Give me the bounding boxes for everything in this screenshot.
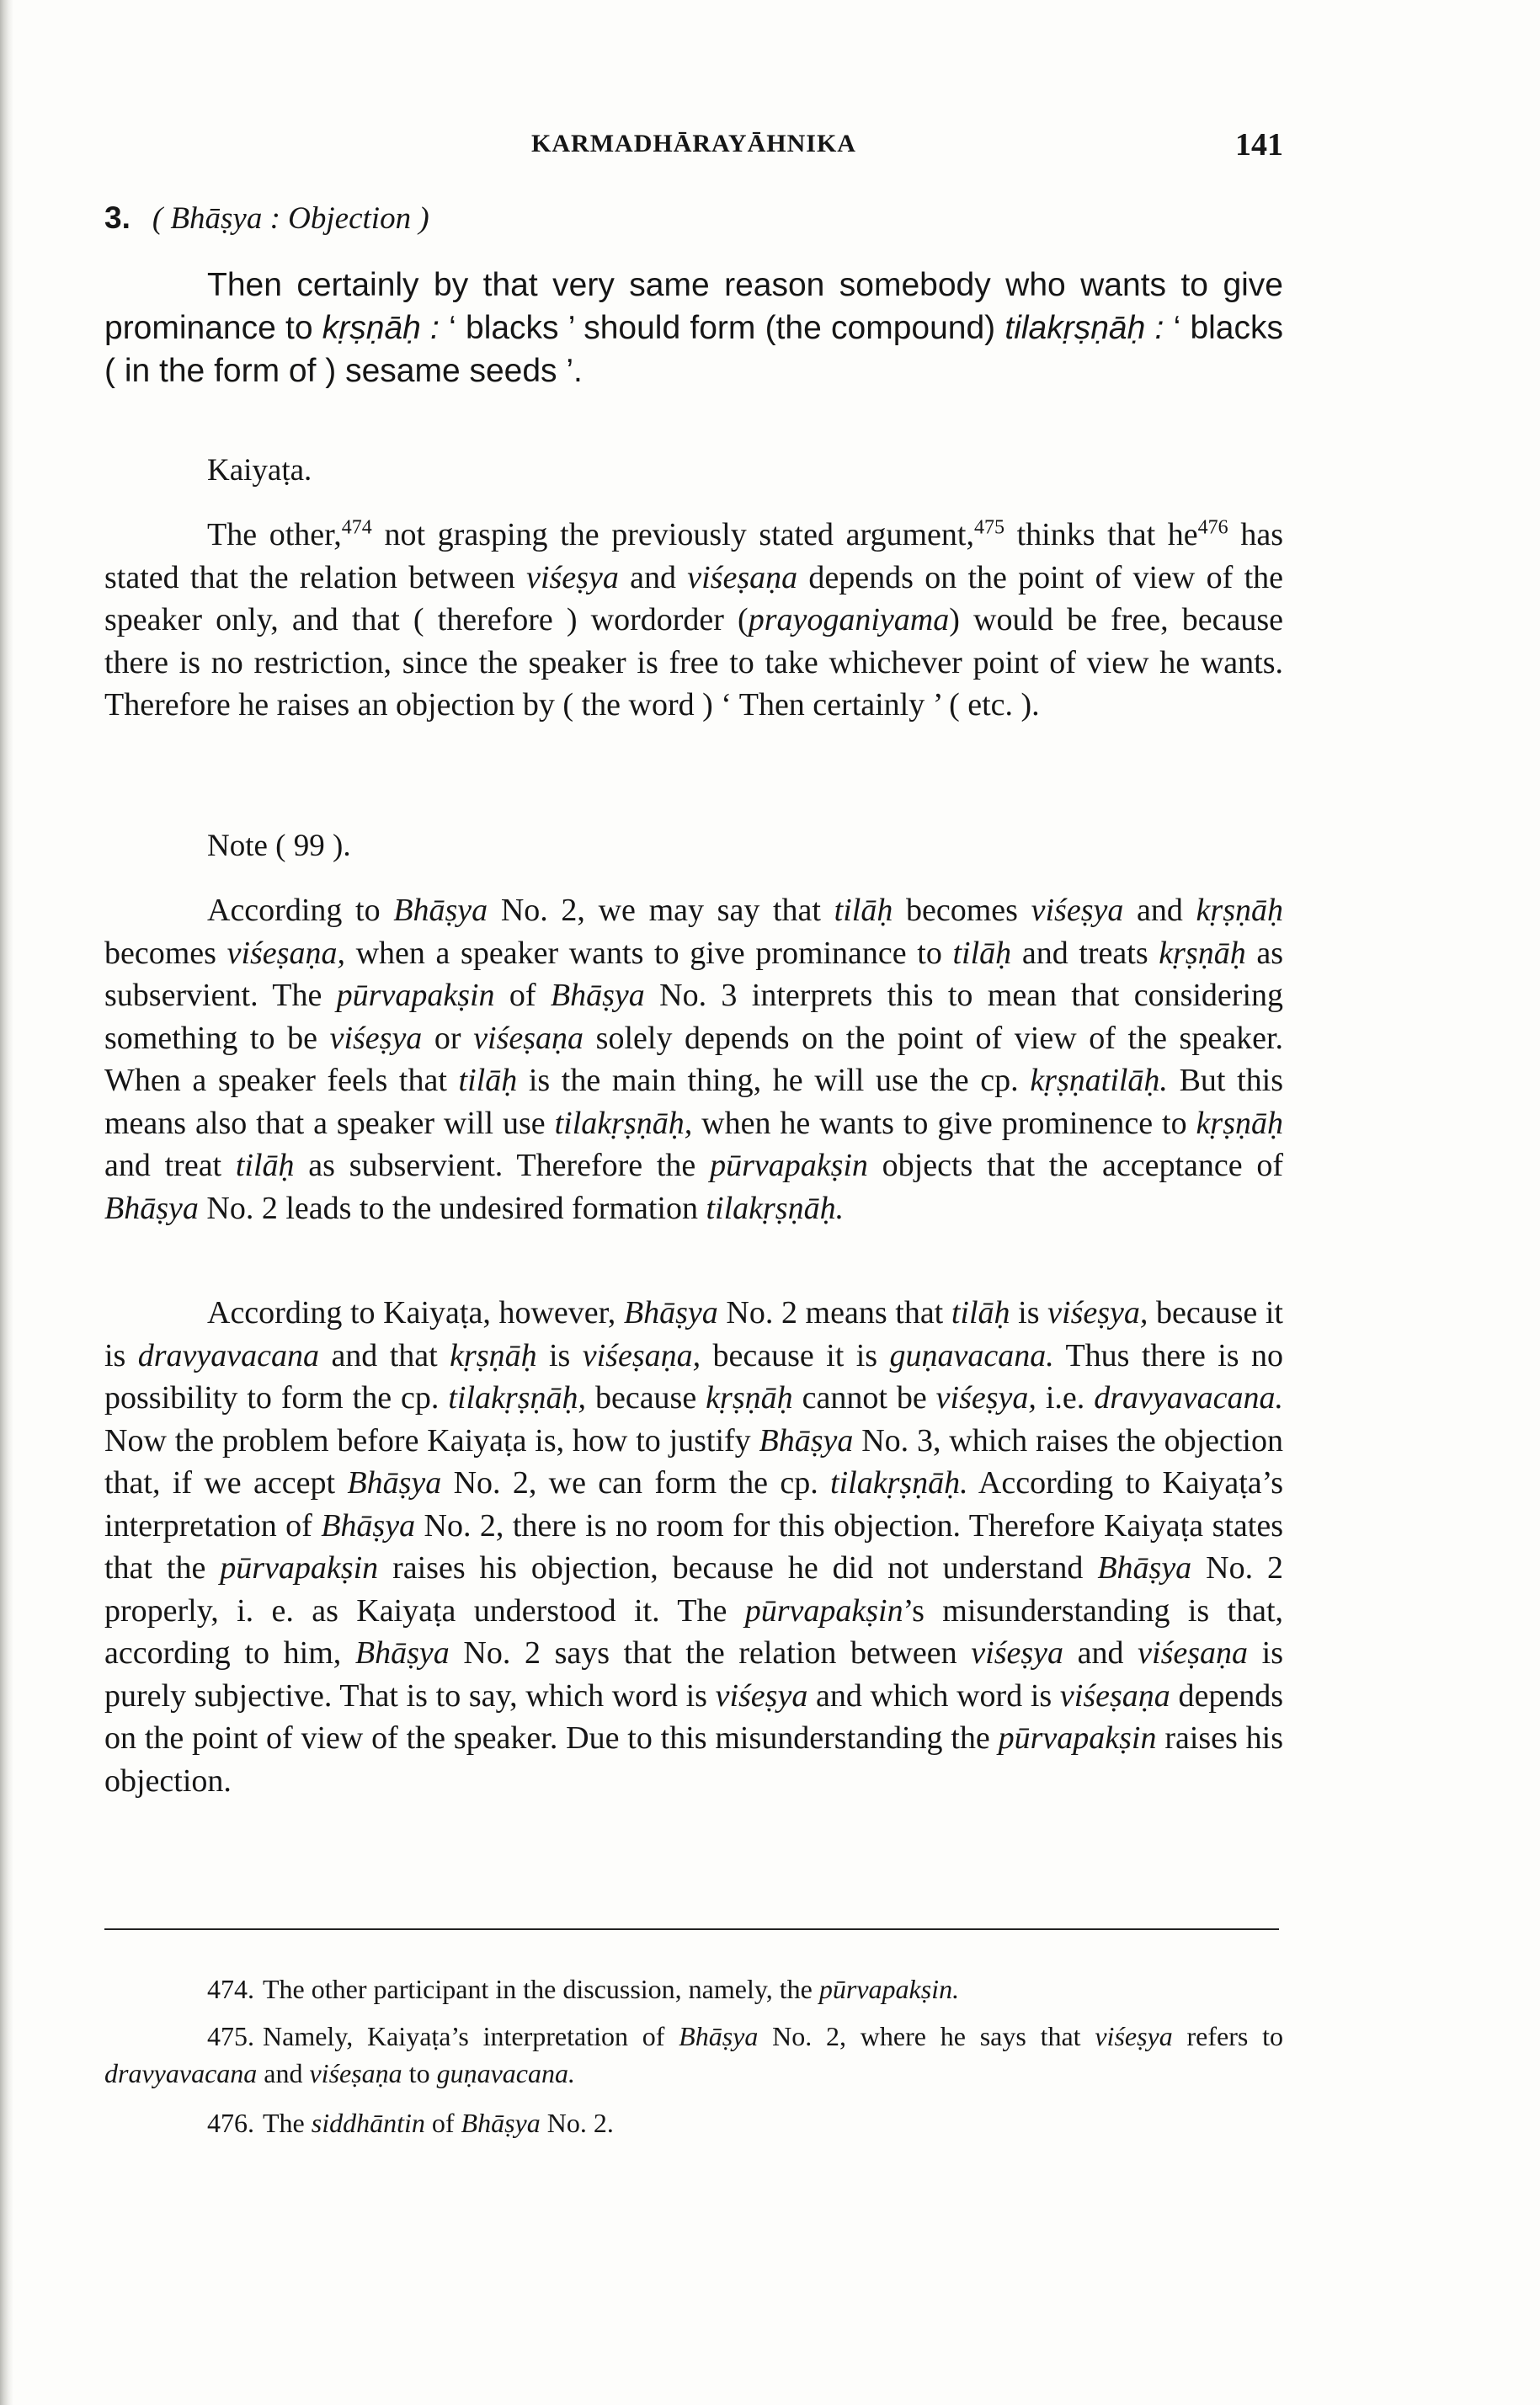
- footnote-474: [104, 1970, 1283, 2008]
- term: Bhāṣya: [354, 1635, 450, 1671]
- text-run: is: [1010, 1295, 1048, 1330]
- text-run: No. 2, we can form the cp.: [441, 1465, 831, 1501]
- term: tilakṛṣṇāḥ,: [554, 1105, 693, 1141]
- term: viśeṣya: [715, 1677, 808, 1714]
- bhasya-text-run: ‘ blacks ’ should form (the compound): [439, 310, 1005, 346]
- text-run: and treats: [1011, 935, 1159, 971]
- footnote-ref-474: 474: [341, 516, 372, 539]
- term: tilāḥ: [952, 935, 1012, 971]
- text-run: becomes: [893, 893, 1031, 928]
- footnote-ref-476: 476: [1197, 516, 1228, 539]
- text-run: when a speaker wants to give prominance to: [344, 935, 953, 971]
- text-run: ) would be free, because there is no restriction, since the speaker is free to take whichever point of view he wants. Therefore he raises an objection by ( the word ) ‘ Then certainly ’ ( etc. ).: [104, 602, 1283, 723]
- footnote-476: [104, 2104, 1283, 2141]
- text-run: The other,: [207, 517, 342, 552]
- footnote-number: 474.: [207, 1974, 254, 2004]
- term: dravyavacana.: [1094, 1380, 1283, 1416]
- kaiyata-heading: Kaiyaṭa.: [207, 453, 312, 488]
- page-number: 141: [1235, 127, 1283, 163]
- footnote-475: [104, 2018, 1283, 2092]
- term: viśeṣaṇa: [473, 1020, 584, 1056]
- footnote-text: [104, 2021, 1283, 2088]
- text-run: Now the problem before Kaiyaṭa is, how to justify: [104, 1422, 759, 1458]
- term: dravyavacana: [104, 2058, 258, 2088]
- text-run: cannot be: [792, 1380, 936, 1416]
- term: viśeṣya: [1031, 893, 1124, 928]
- term: tilāḥ: [951, 1295, 1010, 1330]
- term: tilāḥ: [235, 1148, 295, 1183]
- term: Bhāṣya: [104, 1190, 199, 1226]
- text-run: No. 2 means that: [717, 1295, 951, 1330]
- text-run: becomes: [104, 935, 227, 971]
- text-run: No. 2 says that the relation between: [449, 1635, 972, 1671]
- text-run: No. 2 properly, i. e. as Kaiyaṭa understood it. The: [104, 1550, 1283, 1629]
- term: viśeṣya: [526, 559, 619, 595]
- text-run: No. 3 interprets this to mean that considering something to be: [104, 978, 1284, 1056]
- text-run: No. 2.: [540, 2108, 614, 2138]
- note-paragraph-2: [104, 1292, 1283, 1802]
- text-run: solely depends on the point of view of the speaker. When a speaker feels that: [104, 1020, 1283, 1098]
- bhasya-term: tilakṛṣṇāḥ :: [1004, 310, 1164, 346]
- running-head: [104, 126, 1283, 168]
- text-run: According to: [207, 893, 394, 928]
- term: pūrvapakṣin.: [818, 1974, 960, 2004]
- term: viśeṣya,: [935, 1380, 1036, 1416]
- text-run: No. 2, we may say that: [488, 893, 834, 928]
- text-run: as subservient. Therefore the: [294, 1148, 711, 1183]
- text-run: No. 2, where he says that: [758, 2021, 1095, 2051]
- term: siddhāntin: [311, 2108, 425, 2138]
- text-run: refers to: [1172, 2021, 1284, 2051]
- text-run: Namely, Kaiyaṭa’s interpretation of: [263, 2021, 679, 2051]
- text-run: is the main thing, he will use the cp.: [517, 1063, 1031, 1098]
- term: dravyavacana: [137, 1337, 320, 1373]
- footnote-divider: [104, 1928, 1279, 1930]
- term: Bhāṣya: [679, 2021, 759, 2051]
- text-run: But this means also that a speaker will use: [104, 1063, 1284, 1141]
- text-run: of: [424, 2108, 461, 2138]
- text-run: to: [402, 2058, 437, 2088]
- term: Bhāṣya: [759, 1422, 854, 1458]
- text-run: because: [586, 1380, 706, 1416]
- note-paragraph-1: [104, 889, 1283, 1229]
- text-run: No. 2, there is no room for this objection. Therefore Kaiyaṭa states that the: [104, 1507, 1283, 1586]
- term: Bhāṣya: [393, 893, 488, 928]
- text-run: raises his objection.: [104, 1720, 1284, 1799]
- bhasya-term: kṛṣṇāḥ :: [322, 310, 440, 346]
- footnote-text: [263, 1974, 959, 2004]
- term: viśeṣaṇa,: [226, 935, 345, 971]
- text-run: when he wants to give prominence to: [692, 1105, 1196, 1141]
- term: tilāḥ: [834, 893, 893, 928]
- note-heading: Note ( 99 ).: [207, 829, 351, 863]
- term: tilakṛṣṇāḥ,: [448, 1380, 586, 1416]
- text-run: i.e.: [1036, 1380, 1095, 1416]
- text-run: because it is: [701, 1337, 890, 1373]
- term: viśeṣaṇa,: [582, 1337, 701, 1373]
- text-run: and that: [319, 1337, 450, 1373]
- text-run: depends on the point of view of the speaker. Due to this misunderstanding the: [104, 1677, 1283, 1756]
- text-run: According to Kaiyaṭa’s interpretation of: [104, 1465, 1283, 1544]
- term: tilakṛṣṇāḥ.: [706, 1190, 845, 1226]
- term: Bhāṣya: [550, 978, 645, 1013]
- term: tilāḥ: [458, 1063, 518, 1098]
- text-run: and: [618, 559, 688, 595]
- section-number: 3.: [104, 200, 131, 235]
- text-run: The: [263, 2108, 312, 2138]
- text-run: and treat: [104, 1148, 236, 1183]
- term: Bhāṣya: [461, 2108, 541, 2138]
- term: pūrvapakṣin: [336, 978, 495, 1013]
- kaiyata-paragraph: [104, 514, 1283, 727]
- bhasya-text-run: ‘ blacks ( in the form of ) sesame seeds ’.: [104, 310, 1284, 389]
- term: viśeṣya: [1095, 2021, 1173, 2051]
- text-run: thinks that he: [1004, 517, 1198, 552]
- term: kṛṣṇatilāḥ.: [1030, 1063, 1168, 1098]
- bhasya-text-run: Then certainly by that very same reason somebody who wants to give prominance to: [104, 267, 1283, 346]
- text-run: depends on the point of view of the speaker only, and that ( therefore ) wordorder (: [104, 559, 1283, 637]
- term: guṇavacana.: [436, 2058, 575, 2088]
- term: kṛṣṇāḥ: [450, 1337, 537, 1373]
- term: prayoganiyama: [748, 602, 950, 637]
- term: viśeṣya,: [1047, 1295, 1148, 1330]
- text-run: According to Kaiyaṭa, however,: [207, 1295, 624, 1330]
- text-run: is purely subjective. That is to say, which word is: [104, 1635, 1284, 1714]
- text-run: because it is: [104, 1295, 1283, 1373]
- term: pūrvapakṣin: [710, 1148, 868, 1183]
- term: pūrvapakṣin: [744, 1592, 903, 1629]
- text-run: ’s misunderstanding is that, according to him,: [104, 1592, 1284, 1671]
- footnote-number: 476.: [207, 2108, 254, 2138]
- term: pūrvapakṣin: [998, 1720, 1157, 1756]
- term: viśeṣaṇa: [687, 559, 798, 595]
- footnote-text: [263, 2108, 614, 2138]
- term: viśeṣaṇa: [309, 2058, 402, 2088]
- term: viśeṣya: [329, 1020, 423, 1056]
- text-run: or: [422, 1020, 474, 1056]
- text-run: and: [1123, 893, 1196, 928]
- text-run: is: [536, 1337, 583, 1373]
- text-run: objects that the acceptance of: [867, 1148, 1283, 1183]
- term: viśeṣya: [971, 1635, 1064, 1671]
- text-run: The other participant in the discussion, namely, the: [263, 1974, 819, 2004]
- term: pūrvapakṣin: [220, 1550, 379, 1586]
- term: kṛṣṇāḥ: [1196, 1105, 1283, 1141]
- text-run: Thus there is no possibility to form the cp.: [104, 1337, 1283, 1416]
- scan-edge: [0, 0, 13, 2405]
- text-run: as subservient. The: [104, 935, 1284, 1013]
- term: Bhāṣya: [321, 1507, 416, 1544]
- term: kṛṣṇāḥ: [1159, 935, 1246, 971]
- running-title: KARMADHĀRAYĀHNIKA: [531, 130, 856, 157]
- text-run: raises his objection, because he did not understand: [378, 1550, 1098, 1586]
- text-run: and which word is: [807, 1677, 1060, 1714]
- footnote-number: 475.: [207, 2021, 254, 2051]
- section-heading: [104, 200, 429, 237]
- text-run: not grasping the previously stated argument,: [371, 517, 974, 552]
- term: kṛṣṇāḥ: [706, 1380, 793, 1416]
- term: viśeṣaṇa: [1138, 1635, 1249, 1671]
- term: Bhāṣya: [347, 1465, 442, 1501]
- text-run: of: [494, 978, 551, 1013]
- text-run: No. 2 leads to the undesired formation: [198, 1190, 706, 1226]
- term: kṛṣṇāḥ: [1196, 893, 1283, 928]
- text-run: has stated that the relation between: [104, 517, 1283, 595]
- term: Bhāṣya: [623, 1295, 718, 1330]
- term: viśeṣaṇa: [1059, 1677, 1170, 1714]
- text-run: and: [257, 2058, 310, 2088]
- text-run: No. 3, which raises the objection that, if we accept: [104, 1422, 1283, 1501]
- term: guṇavacana.: [889, 1337, 1054, 1373]
- section-label: ( Bhāṣya : Objection ): [152, 201, 429, 236]
- text-run: and: [1063, 1635, 1138, 1671]
- footnote-ref-475: 475: [973, 516, 1004, 539]
- term: Bhāṣya: [1097, 1550, 1192, 1586]
- term: tilakṛṣṇāḥ.: [830, 1465, 968, 1501]
- bhasya-objection-text: [104, 264, 1283, 392]
